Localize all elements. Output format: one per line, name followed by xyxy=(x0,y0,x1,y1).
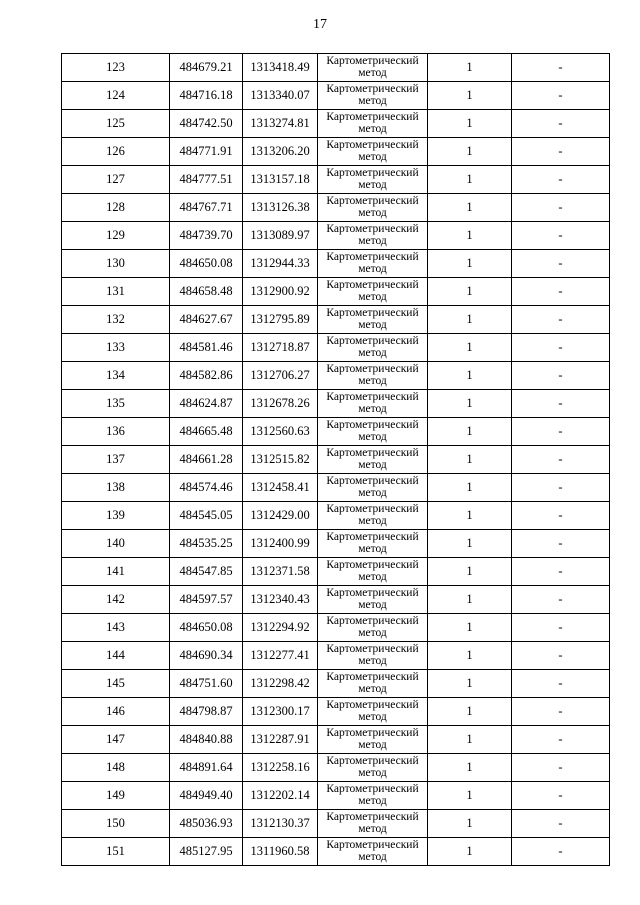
accuracy-cell: 1 xyxy=(428,474,512,502)
method-cell xyxy=(318,642,428,670)
method-line-1: Картометрический xyxy=(326,139,419,151)
method-line-2: метод xyxy=(358,571,387,583)
table-row xyxy=(62,278,610,306)
description-cell: - xyxy=(512,726,610,754)
method-line-1: Картометрический xyxy=(326,475,419,487)
point-number-cell: 145 xyxy=(62,670,170,698)
method-cell xyxy=(318,586,428,614)
description-cell: - xyxy=(512,306,610,334)
point-number-cell: 143 xyxy=(62,614,170,642)
description-cell: - xyxy=(512,810,610,838)
method-line-1: Картометрический xyxy=(326,55,419,67)
method-cell xyxy=(318,530,428,558)
point-number-cell: 139 xyxy=(62,502,170,530)
description-cell: - xyxy=(512,250,610,278)
point-number-cell: 151 xyxy=(62,838,170,866)
description-cell: - xyxy=(512,222,610,250)
method-line-2: метод xyxy=(358,151,387,163)
x-coordinate-cell: 484739.70 xyxy=(170,222,243,250)
description-cell: - xyxy=(512,390,610,418)
table-body xyxy=(62,54,610,866)
y-coordinate-cell: 1312298.42 xyxy=(243,670,318,698)
description-cell: - xyxy=(512,782,610,810)
method-cell xyxy=(318,222,428,250)
method-line-1: Картометрический xyxy=(326,419,419,431)
method-line-2: метод xyxy=(358,599,387,611)
method-line-2: метод xyxy=(358,179,387,191)
description-cell: - xyxy=(512,586,610,614)
method-line-2: метод xyxy=(358,627,387,639)
method-line-1: Картометрический xyxy=(326,307,419,319)
x-coordinate-cell: 484535.25 xyxy=(170,530,243,558)
y-coordinate-cell: 1313206.20 xyxy=(243,138,318,166)
method-line-2: метод xyxy=(358,459,387,471)
point-number-cell: 124 xyxy=(62,82,170,110)
method-line-1: Картометрический xyxy=(326,447,419,459)
y-coordinate-cell: 1313274.81 xyxy=(243,110,318,138)
point-number-cell: 149 xyxy=(62,782,170,810)
x-coordinate-cell: 484840.88 xyxy=(170,726,243,754)
description-cell: - xyxy=(512,558,610,586)
method-line-2: метод xyxy=(358,487,387,499)
x-coordinate-cell: 484547.85 xyxy=(170,558,243,586)
method-cell xyxy=(318,166,428,194)
accuracy-cell: 1 xyxy=(428,502,512,530)
x-coordinate-cell: 484665.48 xyxy=(170,418,243,446)
x-coordinate-cell: 484597.57 xyxy=(170,586,243,614)
description-cell: - xyxy=(512,166,610,194)
method-line-1: Картометрический xyxy=(326,839,419,851)
y-coordinate-cell: 1312795.89 xyxy=(243,306,318,334)
description-cell: - xyxy=(512,334,610,362)
method-line-1: Картометрический xyxy=(326,83,419,95)
accuracy-cell: 1 xyxy=(428,810,512,838)
x-coordinate-cell: 484767.71 xyxy=(170,194,243,222)
description-cell: - xyxy=(512,614,610,642)
y-coordinate-cell: 1312678.26 xyxy=(243,390,318,418)
table-row xyxy=(62,446,610,474)
description-cell: - xyxy=(512,278,610,306)
table-row xyxy=(62,82,610,110)
description-cell: - xyxy=(512,754,610,782)
method-line-2: метод xyxy=(358,123,387,135)
x-coordinate-cell: 484891.64 xyxy=(170,754,243,782)
accuracy-cell: 1 xyxy=(428,390,512,418)
method-cell xyxy=(318,418,428,446)
table-row xyxy=(62,698,610,726)
x-coordinate-cell: 484771.91 xyxy=(170,138,243,166)
y-coordinate-cell: 1312300.17 xyxy=(243,698,318,726)
method-cell xyxy=(318,194,428,222)
table-row xyxy=(62,726,610,754)
method-line-1: Картометрический xyxy=(326,727,419,739)
description-cell: - xyxy=(512,642,610,670)
accuracy-cell: 1 xyxy=(428,194,512,222)
method-line-2: метод xyxy=(358,347,387,359)
point-number-cell: 150 xyxy=(62,810,170,838)
point-number-cell: 132 xyxy=(62,306,170,334)
method-cell xyxy=(318,838,428,866)
method-line-2: метод xyxy=(358,823,387,835)
accuracy-cell: 1 xyxy=(428,54,512,82)
method-line-1: Картометрический xyxy=(326,671,419,683)
x-coordinate-cell: 485036.93 xyxy=(170,810,243,838)
y-coordinate-cell: 1312944.33 xyxy=(243,250,318,278)
description-cell: - xyxy=(512,446,610,474)
table-row xyxy=(62,474,610,502)
accuracy-cell: 1 xyxy=(428,446,512,474)
description-cell: - xyxy=(512,418,610,446)
method-line-1: Картометрический xyxy=(326,111,419,123)
method-line-1: Картометрический xyxy=(326,699,419,711)
table-row xyxy=(62,222,610,250)
method-cell xyxy=(318,726,428,754)
method-line-1: Картометрический xyxy=(326,811,419,823)
x-coordinate-cell: 484581.46 xyxy=(170,334,243,362)
point-number-cell: 135 xyxy=(62,390,170,418)
method-line-2: метод xyxy=(358,291,387,303)
point-number-cell: 127 xyxy=(62,166,170,194)
method-line-2: метод xyxy=(358,403,387,415)
description-cell: - xyxy=(512,82,610,110)
method-cell xyxy=(318,306,428,334)
table-row xyxy=(62,502,610,530)
description-cell: - xyxy=(512,110,610,138)
method-cell xyxy=(318,362,428,390)
method-line-1: Картометрический xyxy=(326,335,419,347)
table-row xyxy=(62,306,610,334)
y-coordinate-cell: 1312400.99 xyxy=(243,530,318,558)
method-line-2: метод xyxy=(358,207,387,219)
description-cell: - xyxy=(512,474,610,502)
method-line-2: метод xyxy=(358,851,387,863)
accuracy-cell: 1 xyxy=(428,614,512,642)
method-line-1: Картометрический xyxy=(326,643,419,655)
table-row xyxy=(62,110,610,138)
table-row xyxy=(62,586,610,614)
method-line-2: метод xyxy=(358,655,387,667)
x-coordinate-cell: 485127.95 xyxy=(170,838,243,866)
description-cell: - xyxy=(512,530,610,558)
method-line-2: метод xyxy=(358,67,387,79)
description-cell: - xyxy=(512,362,610,390)
y-coordinate-cell: 1312900.92 xyxy=(243,278,318,306)
method-line-2: метод xyxy=(358,319,387,331)
y-coordinate-cell: 1311960.58 xyxy=(243,838,318,866)
method-cell xyxy=(318,754,428,782)
point-number-cell: 126 xyxy=(62,138,170,166)
method-line-2: метод xyxy=(358,263,387,275)
table-row xyxy=(62,194,610,222)
table-row xyxy=(62,390,610,418)
method-cell xyxy=(318,110,428,138)
y-coordinate-cell: 1312515.82 xyxy=(243,446,318,474)
method-line-1: Картометрический xyxy=(326,363,419,375)
method-line-1: Картометрический xyxy=(326,391,419,403)
point-number-cell: 141 xyxy=(62,558,170,586)
y-coordinate-cell: 1312294.92 xyxy=(243,614,318,642)
point-number-cell: 130 xyxy=(62,250,170,278)
method-cell xyxy=(318,82,428,110)
point-number-cell: 125 xyxy=(62,110,170,138)
method-line-1: Картометрический xyxy=(326,783,419,795)
method-cell xyxy=(318,782,428,810)
point-number-cell: 142 xyxy=(62,586,170,614)
y-coordinate-cell: 1312718.87 xyxy=(243,334,318,362)
table-row xyxy=(62,614,610,642)
method-line-1: Картометрический xyxy=(326,195,419,207)
method-cell xyxy=(318,502,428,530)
accuracy-cell: 1 xyxy=(428,166,512,194)
table-row xyxy=(62,250,610,278)
x-coordinate-cell: 484690.34 xyxy=(170,642,243,670)
table-row xyxy=(62,530,610,558)
accuracy-cell: 1 xyxy=(428,278,512,306)
x-coordinate-cell: 484650.08 xyxy=(170,614,243,642)
method-cell xyxy=(318,390,428,418)
accuracy-cell: 1 xyxy=(428,418,512,446)
table-row xyxy=(62,810,610,838)
accuracy-cell: 1 xyxy=(428,782,512,810)
method-line-1: Картометрический xyxy=(326,755,419,767)
point-number-cell: 133 xyxy=(62,334,170,362)
point-number-cell: 128 xyxy=(62,194,170,222)
y-coordinate-cell: 1312130.37 xyxy=(243,810,318,838)
table-row xyxy=(62,670,610,698)
accuracy-cell: 1 xyxy=(428,110,512,138)
method-line-2: метод xyxy=(358,739,387,751)
method-line-1: Картометрический xyxy=(326,279,419,291)
accuracy-cell: 1 xyxy=(428,138,512,166)
method-line-1: Картометрический xyxy=(326,587,419,599)
x-coordinate-cell: 484949.40 xyxy=(170,782,243,810)
method-line-1: Картометрический xyxy=(326,531,419,543)
point-number-cell: 137 xyxy=(62,446,170,474)
description-cell: - xyxy=(512,698,610,726)
table-row xyxy=(62,418,610,446)
accuracy-cell: 1 xyxy=(428,362,512,390)
description-cell: - xyxy=(512,502,610,530)
accuracy-cell: 1 xyxy=(428,222,512,250)
y-coordinate-cell: 1313418.49 xyxy=(243,54,318,82)
point-number-cell: 123 xyxy=(62,54,170,82)
y-coordinate-cell: 1312560.63 xyxy=(243,418,318,446)
x-coordinate-cell: 484627.67 xyxy=(170,306,243,334)
table-row xyxy=(62,54,610,82)
method-cell xyxy=(318,614,428,642)
method-line-2: метод xyxy=(358,95,387,107)
method-line-2: метод xyxy=(358,515,387,527)
method-line-2: метод xyxy=(358,767,387,779)
x-coordinate-cell: 484624.87 xyxy=(170,390,243,418)
table-row xyxy=(62,334,610,362)
x-coordinate-cell: 484798.87 xyxy=(170,698,243,726)
y-coordinate-cell: 1312371.58 xyxy=(243,558,318,586)
accuracy-cell: 1 xyxy=(428,726,512,754)
x-coordinate-cell: 484582.86 xyxy=(170,362,243,390)
point-number-cell: 134 xyxy=(62,362,170,390)
y-coordinate-cell: 1313340.07 xyxy=(243,82,318,110)
accuracy-cell: 1 xyxy=(428,82,512,110)
method-line-1: Картометрический xyxy=(326,251,419,263)
accuracy-cell: 1 xyxy=(428,250,512,278)
x-coordinate-cell: 484545.05 xyxy=(170,502,243,530)
y-coordinate-cell: 1313126.38 xyxy=(243,194,318,222)
method-line-1: Картометрический xyxy=(326,223,419,235)
point-number-cell: 146 xyxy=(62,698,170,726)
description-cell: - xyxy=(512,838,610,866)
table-row xyxy=(62,138,610,166)
method-line-2: метод xyxy=(358,711,387,723)
method-cell xyxy=(318,698,428,726)
coordinates-table xyxy=(61,53,610,866)
y-coordinate-cell: 1312340.43 xyxy=(243,586,318,614)
y-coordinate-cell: 1312202.14 xyxy=(243,782,318,810)
y-coordinate-cell: 1313089.97 xyxy=(243,222,318,250)
y-coordinate-cell: 1313157.18 xyxy=(243,166,318,194)
x-coordinate-cell: 484742.50 xyxy=(170,110,243,138)
method-line-2: метод xyxy=(358,431,387,443)
y-coordinate-cell: 1312287.91 xyxy=(243,726,318,754)
page-number: 17 xyxy=(313,17,327,32)
point-number-cell: 131 xyxy=(62,278,170,306)
x-coordinate-cell: 484658.48 xyxy=(170,278,243,306)
x-coordinate-cell: 484679.21 xyxy=(170,54,243,82)
method-line-1: Картометрический xyxy=(326,167,419,179)
point-number-cell: 138 xyxy=(62,474,170,502)
table-row xyxy=(62,166,610,194)
x-coordinate-cell: 484751.60 xyxy=(170,670,243,698)
x-coordinate-cell: 484661.28 xyxy=(170,446,243,474)
method-cell xyxy=(318,250,428,278)
method-cell xyxy=(318,558,428,586)
x-coordinate-cell: 484777.51 xyxy=(170,166,243,194)
method-cell xyxy=(318,446,428,474)
x-coordinate-cell: 484716.18 xyxy=(170,82,243,110)
table-row xyxy=(62,838,610,866)
method-line-2: метод xyxy=(358,375,387,387)
point-number-cell: 136 xyxy=(62,418,170,446)
y-coordinate-cell: 1312458.41 xyxy=(243,474,318,502)
point-number-cell: 140 xyxy=(62,530,170,558)
method-line-1: Картометрический xyxy=(326,615,419,627)
method-line-2: метод xyxy=(358,543,387,555)
x-coordinate-cell: 484650.08 xyxy=(170,250,243,278)
method-line-2: метод xyxy=(358,683,387,695)
accuracy-cell: 1 xyxy=(428,754,512,782)
point-number-cell: 147 xyxy=(62,726,170,754)
table-row xyxy=(62,782,610,810)
method-line-1: Картометрический xyxy=(326,503,419,515)
description-cell: - xyxy=(512,54,610,82)
accuracy-cell: 1 xyxy=(428,698,512,726)
y-coordinate-cell: 1312277.41 xyxy=(243,642,318,670)
accuracy-cell: 1 xyxy=(428,586,512,614)
table-row xyxy=(62,754,610,782)
table-row xyxy=(62,558,610,586)
accuracy-cell: 1 xyxy=(428,530,512,558)
point-number-cell: 148 xyxy=(62,754,170,782)
accuracy-cell: 1 xyxy=(428,306,512,334)
method-cell xyxy=(318,670,428,698)
accuracy-cell: 1 xyxy=(428,670,512,698)
method-line-2: метод xyxy=(358,235,387,247)
method-cell xyxy=(318,138,428,166)
description-cell: - xyxy=(512,194,610,222)
method-line-1: Картометрический xyxy=(326,559,419,571)
y-coordinate-cell: 1312429.00 xyxy=(243,502,318,530)
table-row xyxy=(62,362,610,390)
accuracy-cell: 1 xyxy=(428,558,512,586)
y-coordinate-cell: 1312706.27 xyxy=(243,362,318,390)
method-cell xyxy=(318,334,428,362)
method-cell xyxy=(318,54,428,82)
method-line-2: метод xyxy=(358,795,387,807)
point-number-cell: 144 xyxy=(62,642,170,670)
accuracy-cell: 1 xyxy=(428,838,512,866)
method-cell xyxy=(318,278,428,306)
method-cell xyxy=(318,474,428,502)
y-coordinate-cell: 1312258.16 xyxy=(243,754,318,782)
method-cell xyxy=(318,810,428,838)
description-cell: - xyxy=(512,670,610,698)
point-number-cell: 129 xyxy=(62,222,170,250)
table-row xyxy=(62,642,610,670)
description-cell: - xyxy=(512,138,610,166)
accuracy-cell: 1 xyxy=(428,642,512,670)
x-coordinate-cell: 484574.46 xyxy=(170,474,243,502)
accuracy-cell: 1 xyxy=(428,334,512,362)
